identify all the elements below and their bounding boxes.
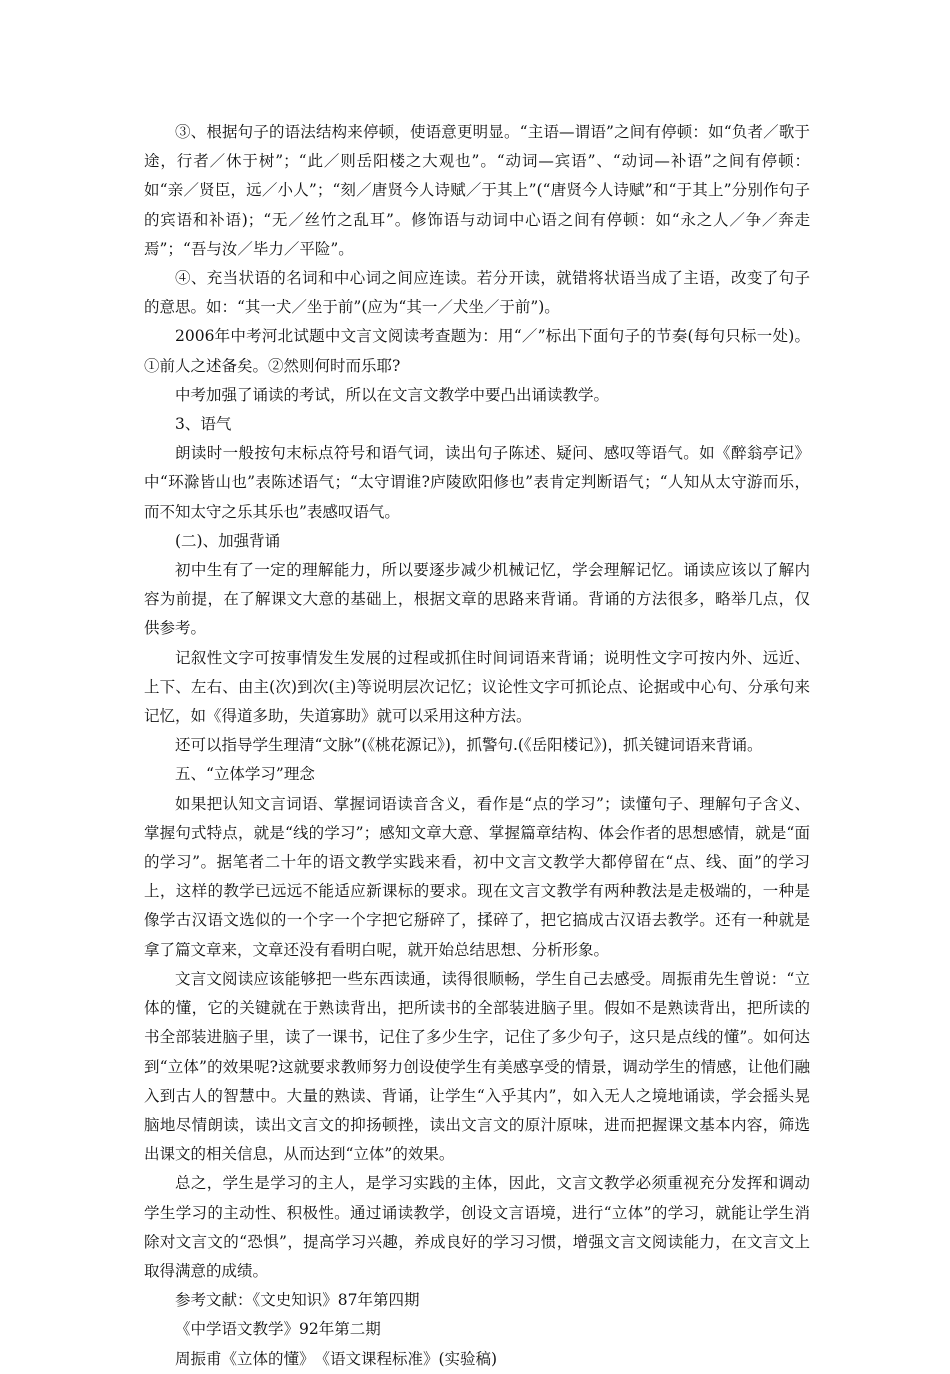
section-heading-recitation: (二)、加强背诵 bbox=[175, 531, 281, 550]
paragraph-adverbial-reading: ④、充当状语的名词和中心词之间应连读。若分开读，就错将状语当成了主语，改变了句子的意思。如：“其一犬／坐于前”(应为“其一／犬坐／于前”)。 bbox=[144, 269, 810, 317]
reference-3: 周振甫《立体的懂》 《语文课程标准》(实验稿) bbox=[175, 1349, 498, 1368]
paragraph-exam-emphasis: 中考加强了诵读的考试，所以在文言文教学中要凸出诵读教学。 bbox=[175, 385, 610, 404]
paragraph-understanding-memory: 初中生有了一定的理解能力，所以要逐步减少机械记忆，学会理解记忆。诵读应该以了解内容为前提，在了解课文大意的基础上，根据文章的思路来背诵。背诵的方法很多，略举几点，仅供参考。 bbox=[144, 561, 810, 638]
document-body bbox=[144, 118, 810, 1374]
paragraph-recitation-methods: 记叙性文字可按事情发生发展的过程或抓住时间词语来背诵；说明性文字可按内外、远近、上下、左右、由主(次)到次(主)等说明层次记忆；议论性文字可抓论点、论据或中心句、分承句来记忆，如《得道多助，失道寡助》就可以采用这种方法。 bbox=[144, 648, 810, 726]
paragraph-conclusion: 总之，学生是学习的主人，是学习实践的主体，因此，文言文教学必须重视充分发挥和调动学生学习的主动性、积极性。通过诵读教学，创设文言语境，进行“立体”的学习，就能让学生消除对文言文的“恐惧”，提高学习兴趣，养成良好的学习习惯，增强文言文阅读能力，在文言文上取得满意的成绩。 bbox=[144, 1174, 810, 1280]
paragraph-exam-question: 2006年中考河北试题中文言文阅读考查题为：用“／”标出下面句子的节奏(每句只标一处)。①前人之述备矣。②然则何时而乐耶? bbox=[144, 327, 810, 375]
section-heading-stereo-learning: 五、“立体学习”理念 bbox=[175, 765, 315, 784]
paragraph-reading-fluency: 文言文阅读应该能够把一些东西读通，读得很顺畅，学生自己去感受。周振甫先生曾说：“立体的懂，它的关键就在于熟读背出，把所读书的全部装进脑子里。假如不是熟读背出，把所读的书全部装进脑子里，读了一课书，记住了多少生字，记住了多少句子，这只是点线的懂”。如何达到“立体”的效果呢?这就要求教师努力创设使学生有美感享受的情景，调动学生的情感，让他们融入到古人的智慧中。大量的熟读、背诵，让学生“入乎其内”，如入无人之境地诵读，学会摇头晃脑地尽情朗读，读出文言文的抑扬顿挫，读出文言文的原汁原味，进而把握课文基本内容，筛选出课文的相关信息，从而达到“立体”的效果。 bbox=[144, 969, 810, 1164]
section-heading-tone: 3、语气 bbox=[175, 415, 232, 434]
paragraph-tone: 朗读时一般按句末标点符号和语气词，读出句子陈述、疑问、感叹等语气。如《醉翁亭记》中“环滁皆山也”表陈述语气；“太守谓谁?庐陵欧阳修也”表肯定判断语气；“人知从太守游而乐，而不知太守之乐其乐也”表感叹语气。 bbox=[144, 444, 810, 521]
reference-1: 参考文献：《文史知识》87年第四期 bbox=[175, 1291, 420, 1310]
reference-2: 《中学语文教学》92年第二期 bbox=[175, 1320, 381, 1339]
paragraph-text-context: 还可以指导学生理清“文脉”(《桃花源记》)，抓警句.(《岳阳楼记》)，抓关键词语来背诵。 bbox=[175, 736, 763, 755]
paragraph-pause-grammar: ③、根据句子的语法结构来停顿，使语意更明显。“主语—谓语”之间有停顿：如“负者／歌于途，行者／休于树”；“此／则岳阳楼之大观也”。“动词—宾语”、“动词—补语”之间有停顿：如“亲／贤臣，远／小人”；“刻／唐贤今人诗赋／于其上”(“唐贤今人诗赋”和“于其上”分别作句子的宾语和补语)；“无／丝竹之乱耳”。修饰语与动词中心语之间有停顿：如“永之人／争／奔走焉”；“吾与汝／毕力／平险”。 bbox=[144, 123, 810, 258]
paragraph-point-line-surface: 如果把认知文言词语、掌握词语读音含义，看作是“点的学习”；读懂句子、理解句子含义、掌握句式特点，就是“线的学习”；感知文章大意、掌握篇章结构、体会作者的思想感情，就是“面的学习”。据笔者二十年的语文教学实践来看，初中文言文教学大都停留在“点、线、面”的学习上，这样的教学已远远不能适应新课标的要求。现在文言文教学有两种教法是走极端的，一种是像学古汉语文选似的一个字一个字把它掰碎了，揉碎了，把它搞成古汉语去教学。还有一种就是拿了篇文章来，文章还没有看明白呢，就开始总结思想、分析形象。 bbox=[144, 794, 810, 959]
